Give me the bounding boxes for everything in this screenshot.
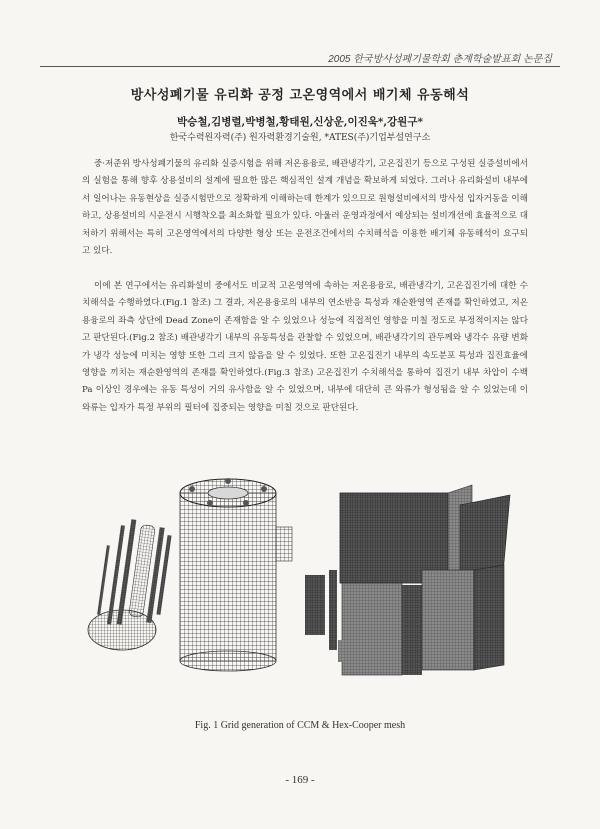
ccm-vessel-mesh — [180, 478, 292, 671]
body-section-1 — [82, 156, 528, 260]
paper-title: 방사성폐기물 유리화 공정 고온영역에서 배기체 유동해석 — [130, 88, 470, 103]
affiliation: 한국수력원자력(주) 원자력환경기술원, *ATES(주)기업부설연구소 — [169, 133, 431, 143]
running-header: 2005 한국방사성폐기물학회 춘계학술발표회 논문집 — [328, 54, 552, 65]
body-section-2 — [82, 278, 528, 417]
header-rule — [40, 66, 560, 67]
page-number: - 169 - — [285, 774, 315, 786]
paragraph-1: 중·저준위 방사성폐기물의 유리화 실증시험을 위해 저온용융로, 배관냉각기, 고온집진기 등으로 구성된 실증설비에서의 실험을 통해 향후 상용설비의 설계에 필요한 많은 핵심적인 설계 개념을 확보하게 되었다. 그러나 유리화설비 내부에서 일어나는 유동현상을 실증시험만으로 정확하게 이해하는데 한계가 있으므로 원형설비에서의 방사성 입자거동을 이해하고, 상용설비의 시운전시 시행착오를 최소화할 필요가 있다. 아울러 운영과정에서 예상되는 설비개선에 효율적으로 대처하기 위해서는 특히 고온영역에서의 다양한 형상 또는 운전조건에서의 수치해석을 이용한 배기체 유동해석이 요구되고 있다. — [82, 159, 528, 257]
figure-grid-meshes — [80, 465, 530, 695]
paragraph-2: 이에 본 연구에서는 유리화설비 중에서도 비교적 고온영역에 속하는 저온용융로, 배관냉각기, 고온집진기에 대한 수치해석을 수행하였다.(Fig.1 참조) 그 결과, 저온용융로의 내부의 연소반응 특성과 재순환영역 존재를 확인하였고, 저온용융로의 좌측 상단에 Dead Zone이 존재함을 알 수 있었으나 성능에 직접적인 영향을 미칠 정도로 부정적이지는 않다고 판단된다.(Fig.2 참조) 배관냉각기 내부의 유동특성을 관찰할 수 있었으며, 배관냉각기의 관두께와 냉각수 유량 변화가 냉각 성능에 미치는 영향 또한 그리 크지 않음을 알 수 있었다. 또한 고온집진기 내부의 속도분포 특성과 집진효율에 영향을 끼치는 재순환영역의 존재를 확인하였다.(Fig.3 참조) 고온집진기 수치해석을 통하여 집진기 내부 차압이 수백Pa 이상인 경우에는 유동 특성이 거의 유사함을 알 수 있었으며, 내부에 대단히 큰 와류가 형성됨을 알 수 있었는데 이 와류는 입자가 특정 부위의 필터에 집중되는 영향을 미칠 것으로 판단된다. — [82, 281, 528, 413]
hex-cooler-mesh — [305, 485, 510, 675]
ccm-internals-mesh — [88, 519, 172, 650]
author-list: 박승철,김병렬,박병철,황태원,신상운,이진욱*,강원구* — [177, 116, 423, 128]
figure-caption: Fig. 1 Grid generation of CCM & Hex-Cooper mesh — [194, 720, 406, 731]
